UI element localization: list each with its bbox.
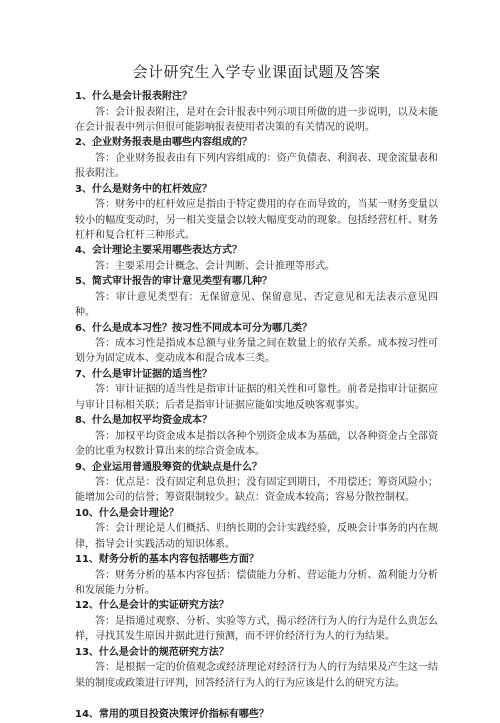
answer-text: 答：财务分析的基本内容包括：偿债能力分析、营运能力分析、盈利能力分析和发展能力分析。 xyxy=(75,569,438,597)
qa-item xyxy=(75,243,438,274)
qa-item xyxy=(75,598,438,644)
answer-text: 答：成本习性是指成本总额与业务量之间在数量上的依存关系。成本按习性可划分为固定成本、变动成本和混合成本三类。 xyxy=(75,338,438,365)
answer-text: 答：主要采用会计概念、会计判断、会计推理等形式。 xyxy=(95,260,335,272)
qa-item xyxy=(75,182,438,244)
question-heading: 9、企业运用普通股筹资的优缺点是什么？ xyxy=(75,461,262,473)
qa-item xyxy=(75,460,438,506)
qa-item xyxy=(75,645,438,691)
answer-text: 答：是指通过观察、分析、实验等方式，揭示经济行为人的行为是什么贵怎么样，寻找其发生原因并据此进行预测，而不评价经济行为人的行为结果。 xyxy=(75,615,438,643)
question-heading: 12、什么是会计的实证研究方法？ xyxy=(75,600,229,612)
qa-item xyxy=(75,506,438,552)
answer-text: 答：审计证据的适当性是指审计证据的相关性和可靠性。前者是指审计证据应与审计目标相关联；后者是指审计证据应能如实地反映客观事实。 xyxy=(75,384,438,411)
qa-item xyxy=(75,413,438,459)
question-heading: 10、什么是会计理论？ xyxy=(75,507,179,519)
answer-text: 答：会计报表附注，是对在会计报表中列示项目所做的进一步说明，以及未能在会计报表中列示但很可能影响报表使用者决策的有关情况的说明。 xyxy=(75,106,438,133)
page-title: 会计研究生入学专业课面试题及答案 xyxy=(132,63,381,81)
qa-item xyxy=(75,89,438,135)
qa-item xyxy=(75,707,438,723)
answer-text: 答：会计理论是人们概括、归纳长期的会计实践经验，反映会计事务的内在规律，指导会计实践活动的知识体系。 xyxy=(75,523,438,550)
question-heading: 2、企业财务报表是由哪些内容组成的？ xyxy=(75,137,252,149)
question-heading: 3、什么是财务中的杠杆效应？ xyxy=(75,183,212,195)
qa-item xyxy=(75,552,438,598)
question-heading: 11、财务分析的基本内容包括哪些方面？ xyxy=(75,554,259,566)
answer-text: 答：加权平均资金成本是指以各种个别资金成本为基础，以各种资金占全部资金的比重为权数计算出来的综合资金成本。 xyxy=(75,430,438,458)
question-heading: 6、什么是成本习性？按习性不同成本可分为哪几类？ xyxy=(75,322,312,334)
question-heading: 1、什么是会计报表附注？ xyxy=(75,91,192,102)
answer-text: 答：优点是：没有固定利息负担；没有固定到期日，不用偿还；筹资风险小；能增加公司的信誉；筹资限制较少。缺点：资金成本较高；容易分散控制权。 xyxy=(75,477,438,504)
qa-item xyxy=(75,367,438,413)
question-heading: 5、简式审计报告的审计意见类型有哪几种？ xyxy=(75,276,272,288)
answer-text: 答：审计意见类型有：无保留意见、保留意见、否定意见和无法表示意见四种。 xyxy=(75,291,438,319)
question-heading: 14、常用的项目投资决策评价指标有哪些？ xyxy=(75,709,269,721)
qa-item xyxy=(75,321,438,367)
answer-text: 答：财务中的杠杆效应是指由于特定费用的存在而导致的，当某一财务变量以较小的幅度变动时，另一相关变量会以较大幅度变动的现象。包括经营杠杆、财务杠杆和复合杠杆三种形式。 xyxy=(75,199,438,241)
qa-list xyxy=(75,89,438,723)
question-heading: 13、什么是会计的规范研究方法？ xyxy=(75,646,229,658)
question-heading: 4、会计理论主要采用哪些表达方式？ xyxy=(75,245,242,257)
question-heading: 8、什么是加权平均资金成本？ xyxy=(75,415,212,427)
question-heading: 7、什么是审计证据的适当性？ xyxy=(75,368,212,380)
answer-text: 答：企业财务报表由有下列内容组成的：资产负债表、利润表、现金流量表和报表附注。 xyxy=(75,152,438,180)
qa-item xyxy=(75,135,438,181)
qa-item xyxy=(75,274,438,320)
answer-text: 答：是根据一定的价值观念或经济理论对经济行为人的行为结果及产生这一结果的制度或政策进行评判，回答经济行为人的行为应该是什么的研究方法。 xyxy=(75,662,438,689)
